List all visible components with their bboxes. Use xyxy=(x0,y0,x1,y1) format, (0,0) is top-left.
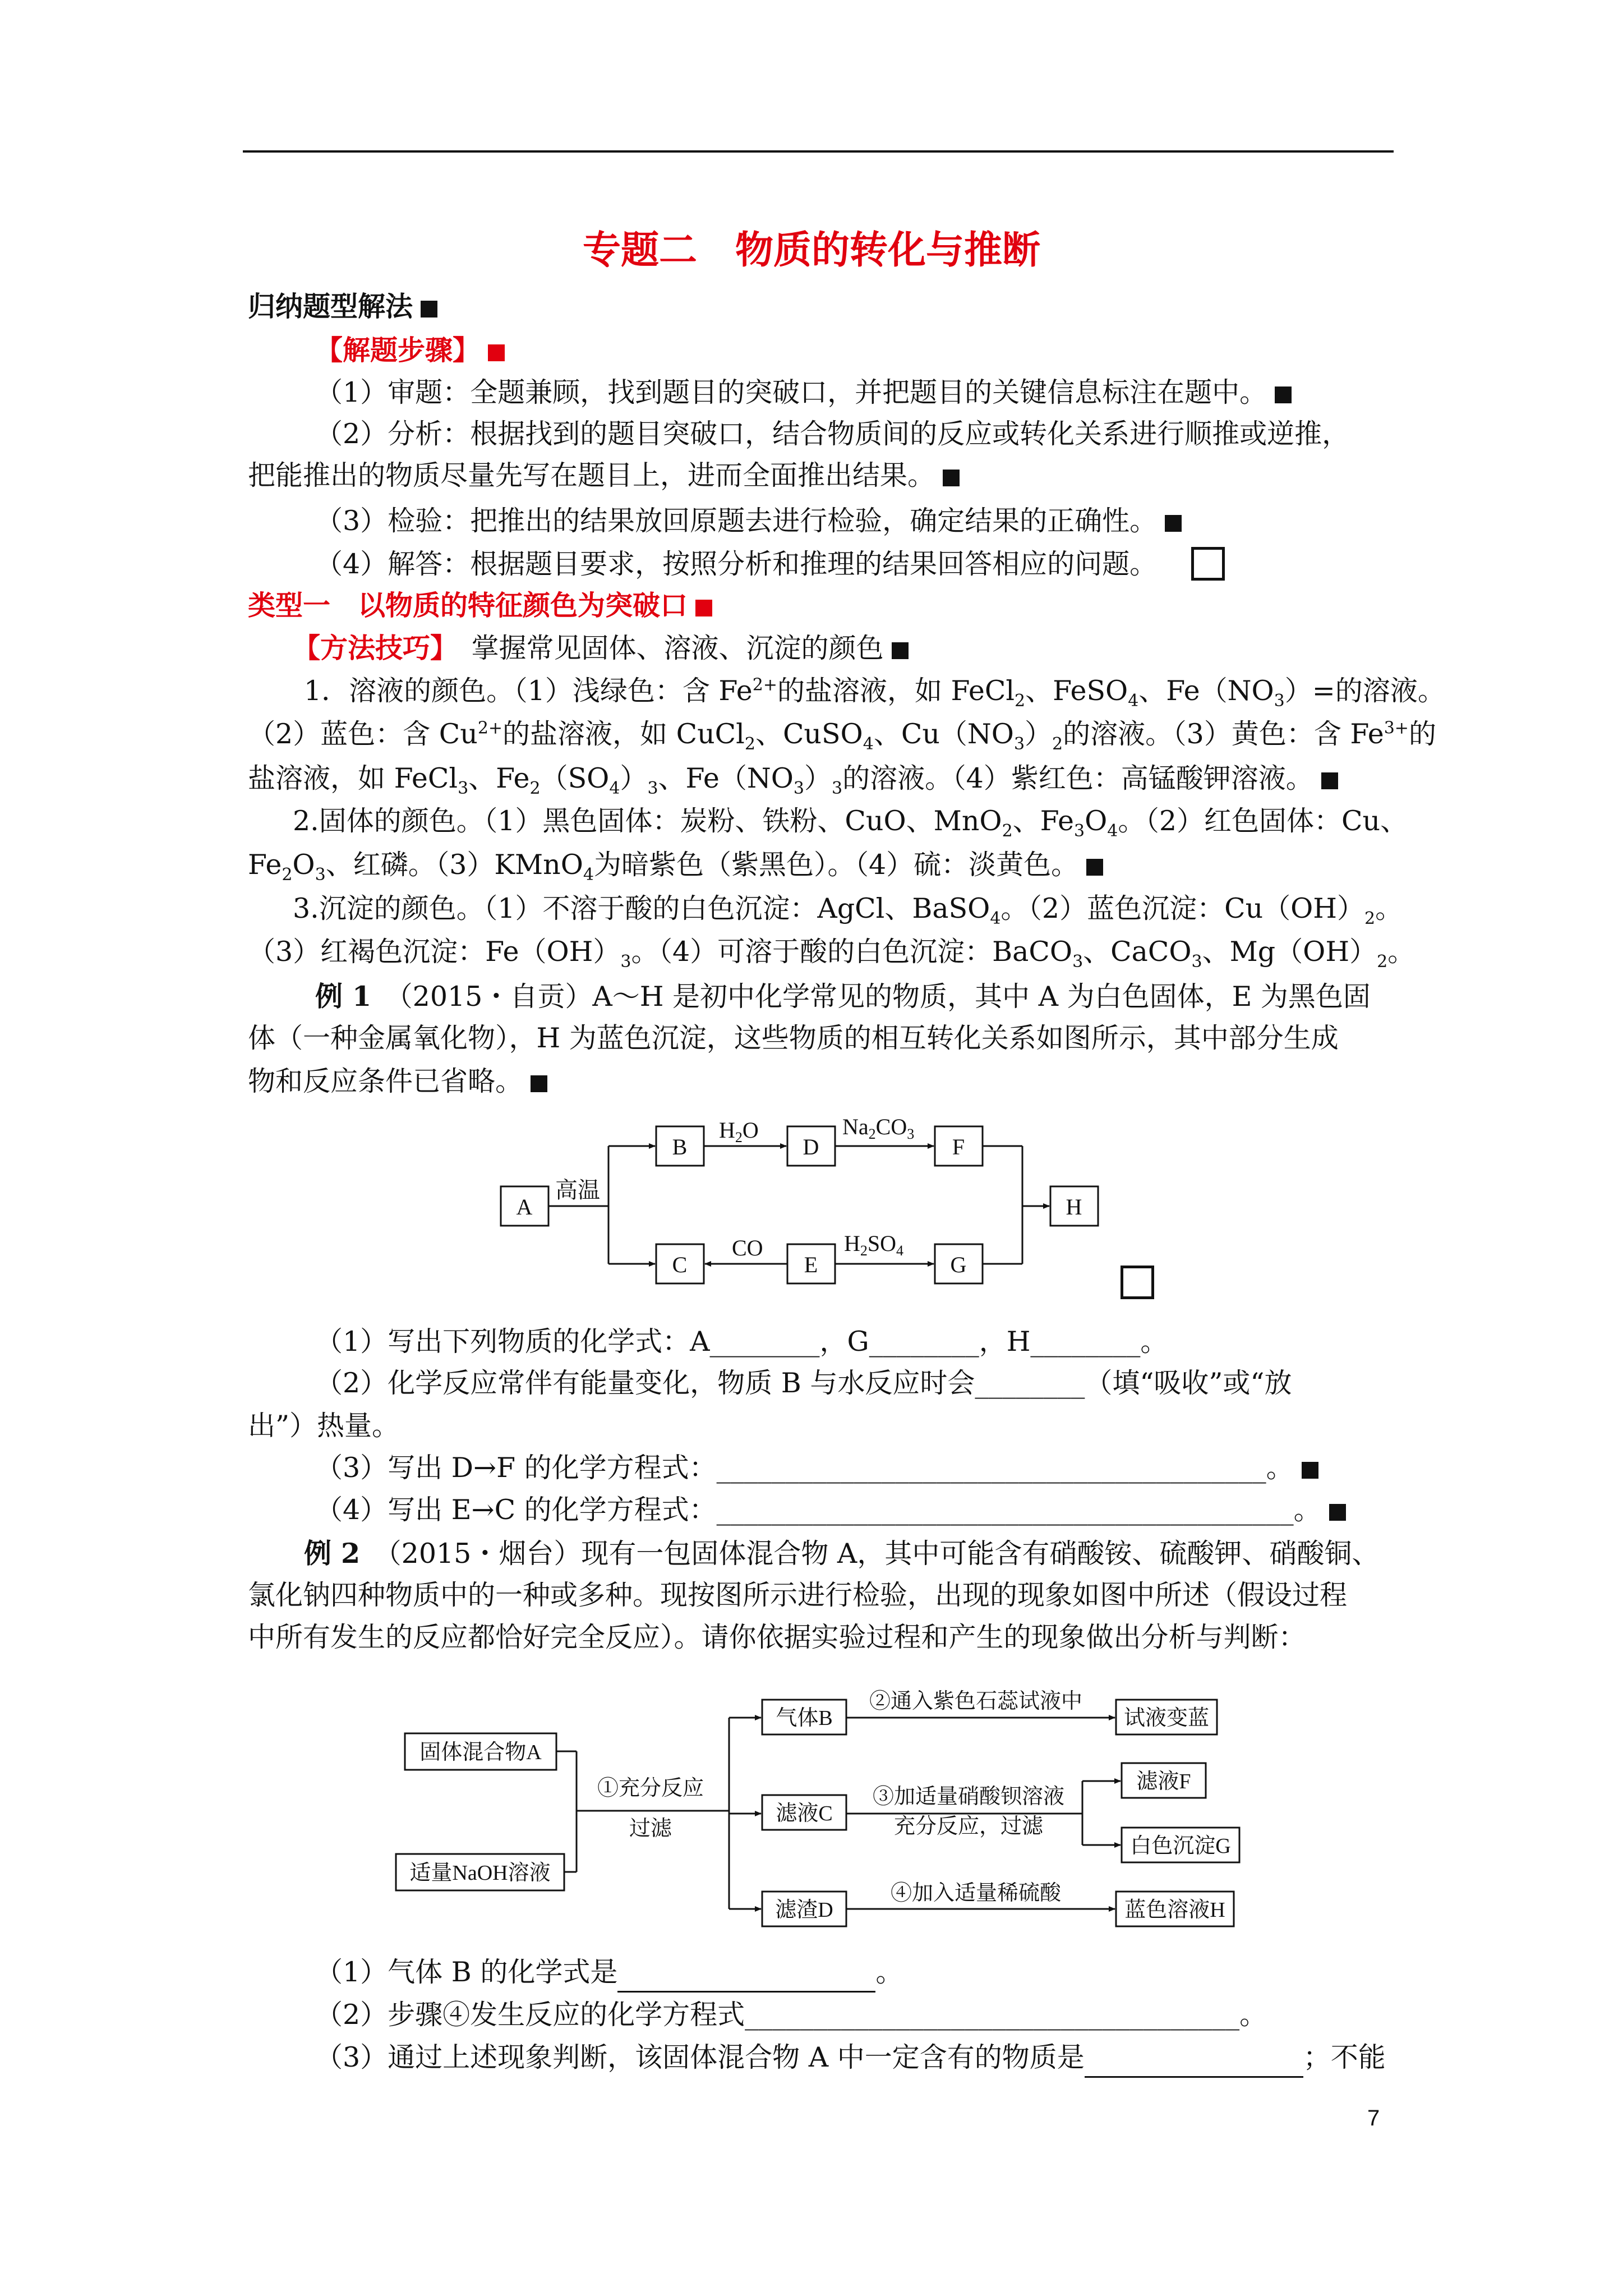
t: 的溶液。（4）紫红色：高锰酸钾溶液。 xyxy=(842,762,1313,794)
t: 3 xyxy=(1191,951,1202,972)
t: 的溶液。（3）黄色：含 Fe xyxy=(1063,718,1384,750)
label-co: CO xyxy=(732,1235,763,1260)
t: 4 xyxy=(583,864,594,885)
t: 3.沉淀的颜色。（1）不溶于酸的白色沉淀：AgCl、BaSO xyxy=(293,892,990,924)
t: 、Fe xyxy=(1012,805,1074,837)
section-heading-text: 归纳题型解法 xyxy=(248,290,413,323)
t: （2015・烟台）现有一包固体混合物 A，其中可能含有硝酸铵、硫酸钾、硝酸铜、 xyxy=(360,1538,1380,1570)
t: （1）写出下列物质的化学式：A________，G________，H________。 xyxy=(315,1326,1168,1358)
t: H xyxy=(844,1231,860,1256)
t: 的盐溶液，如 CuCl xyxy=(502,718,745,750)
t: 3 xyxy=(458,778,469,798)
ex2-q3 xyxy=(315,2037,1470,2078)
t: 的盐溶液，如 FeCl xyxy=(777,675,1015,707)
t: 4 xyxy=(1128,691,1139,711)
t: 3 xyxy=(647,778,658,798)
t: 、Fe（NO xyxy=(1138,675,1274,707)
box-solid-label: 固体混合物A xyxy=(419,1741,542,1764)
t: 的 xyxy=(1408,718,1436,750)
step2-label: ②通入紫色石蕊试液中 xyxy=(869,1690,1083,1713)
t: （2）化学反应常伴有能量变化，物质 B 与水反应时会________（填“吸收”或“放 xyxy=(315,1367,1292,1399)
label-na2co3 xyxy=(842,1114,914,1142)
t: 2 xyxy=(1377,951,1388,972)
t: 中所有发生的反应都恰好完全反应）。请你依据实验过程和产生的现象做出分析与判断： xyxy=(248,1621,1306,1653)
t: 。 xyxy=(1375,892,1403,924)
t: 、Mg（OH） xyxy=(1202,936,1377,968)
node-c-label: C xyxy=(672,1252,688,1277)
t: （4）写出 E→C 的化学方程式：__________________________________________。 xyxy=(315,1494,1321,1526)
t: SO xyxy=(867,1231,897,1256)
node-b-label: B xyxy=(672,1134,688,1159)
step-2-text: （2）分析：根据找到的题目突破口，结合物质间的反应或转化关系进行顺推或逆推， xyxy=(315,418,1350,450)
ex1-q2 xyxy=(315,1363,1470,1404)
step1-label-b: 过滤 xyxy=(629,1817,672,1841)
node-f-label: F xyxy=(952,1134,965,1159)
t: （3）红褐色沉淀：Fe（OH） xyxy=(248,936,621,968)
box-filtf-label: 滤液F xyxy=(1136,1770,1191,1793)
example2-line-3 xyxy=(248,1617,1403,1658)
t: O xyxy=(292,849,315,881)
t: 4 xyxy=(609,778,620,798)
t: 2+ xyxy=(752,675,777,695)
t: 2 xyxy=(1015,691,1026,711)
t: ） xyxy=(1025,718,1053,750)
step3-label-a: ③加适量硝酸钡溶液 xyxy=(872,1785,1065,1809)
label-h2so4 xyxy=(844,1231,903,1259)
t: ） xyxy=(620,762,648,794)
t: 、Cu（NO xyxy=(873,718,1014,750)
t: 、CaCO xyxy=(1083,936,1192,968)
t: 。（2）红色固体：Cu、 xyxy=(1118,805,1408,837)
t: Na xyxy=(842,1114,869,1139)
t: ） xyxy=(804,762,832,794)
t: 3 xyxy=(793,778,804,798)
step-4-text: （4）解答：根据题目要求，按照分析和推理的结果回答相应的问题。 xyxy=(315,548,1158,580)
example1-label: 例 1 xyxy=(315,980,372,1013)
t: 4 xyxy=(896,1243,904,1259)
t: 3 xyxy=(832,778,843,798)
t: 2 xyxy=(529,778,541,798)
ex1-q4 xyxy=(315,1490,1470,1530)
t: 3 xyxy=(1274,691,1285,711)
t: 3 xyxy=(1072,951,1083,972)
t: 3 xyxy=(620,951,631,972)
t: （SO xyxy=(540,762,610,794)
t: 2 xyxy=(860,1243,868,1259)
box-gasb-label: 气体B xyxy=(776,1706,833,1730)
page-title: 专题二 物质的转化与推断 xyxy=(582,228,1040,273)
t: （2）步骤④发生反应的化学方程式____________________________________。 xyxy=(315,1999,1267,2031)
box-residued-label: 滤渣D xyxy=(775,1898,833,1922)
ex1-q2-cont xyxy=(248,1406,1403,1446)
t: 。（2）蓝色沉淀：Cu（OH） xyxy=(1000,892,1365,924)
node-h-label: H xyxy=(1066,1194,1082,1220)
t: 氯化钠四种物质中的一种或多种。现按图所示进行检验，出现的现象如图中所述（假设过程 xyxy=(248,1579,1348,1611)
t: 3+ xyxy=(1384,718,1409,738)
example2-line-1 xyxy=(304,1533,1459,1574)
t: 2.固体的颜色。（1）黑色固体：炭粉、铁粉、CuO、MnO xyxy=(293,805,1002,837)
t: 体（一种金属氧化物），H 为蓝色沉淀，这些物质的相互转化关系如图所示，其中部分生成 xyxy=(248,1022,1339,1054)
t: 、CuSO xyxy=(755,718,863,750)
ex1-q1 xyxy=(315,1322,1470,1362)
ex2-q2 xyxy=(315,1995,1470,2035)
t: 、Fe xyxy=(468,762,530,794)
node-a-label: A xyxy=(516,1194,533,1220)
answer-blank[interactable] xyxy=(1085,2051,1303,2078)
node-g-label: G xyxy=(950,1252,967,1277)
t: 3 xyxy=(315,864,326,885)
ex2-q1 xyxy=(315,1952,1470,1993)
box-blue-label: 试液变蓝 xyxy=(1123,1706,1210,1730)
step4-label: ④加入适量稀硫酸 xyxy=(890,1881,1062,1905)
black-square-icon xyxy=(1302,1462,1318,1479)
t: 。 xyxy=(1387,936,1415,968)
t: Fe xyxy=(248,849,282,881)
t: （1）气体 B 的化学式是 xyxy=(315,1956,618,1988)
t: 2 xyxy=(282,864,293,885)
t: ）=的溶液。 xyxy=(1284,675,1445,707)
t: 2 xyxy=(735,1129,743,1145)
step-1-text: （1）审题：全题兼顾，找到题目的突破口，并把题目的关键信息标注在题中。 xyxy=(315,376,1267,408)
t: 2 xyxy=(1002,821,1013,841)
ex1-q3 xyxy=(315,1448,1470,1488)
box-whiteg-label: 白色沉淀G xyxy=(1130,1834,1231,1858)
t: 4 xyxy=(863,734,874,754)
example2-line-2 xyxy=(248,1575,1403,1616)
t: 盐溶液，如 FeCl xyxy=(248,762,458,794)
t: 出”）热量。 xyxy=(248,1410,400,1442)
t: 2 xyxy=(868,1126,876,1142)
t: 3 xyxy=(907,1126,915,1142)
step3-label-b: 充分反应，过滤 xyxy=(893,1815,1044,1838)
t: 、红磷。（3）KMnO xyxy=(325,849,583,881)
example2-label: 例 2 xyxy=(304,1537,361,1570)
answer-box-icon xyxy=(1121,1266,1154,1299)
t: （3）通过上述现象判断，该固体混合物 A 中一定含有的物质是 xyxy=(315,2041,1085,2073)
label-h2o xyxy=(719,1117,759,1145)
t: （2015・自贡）A～H 是初中化学常见的物质，其中 A 为白色固体，E 为黑色固 xyxy=(371,981,1371,1013)
t: 2 xyxy=(744,734,755,754)
step-3-text: （3）检验：把推出的结果放回原题去进行检验，确定结果的正确性。 xyxy=(315,505,1158,537)
type1-heading-text: 类型一 以物质的特征颜色为突破口 xyxy=(248,589,688,622)
answer-blank[interactable] xyxy=(617,1966,875,1993)
step-2-cont-text: 把能推出的物质尽量先写在题目上，进而全面推出结果。 xyxy=(248,459,935,491)
steps-label-text: 【解题步骤】 xyxy=(315,334,481,366)
t: CO xyxy=(875,1114,907,1139)
t: 1．溶液的颜色。（1）浅绿色：含 Fe xyxy=(304,675,753,707)
t: O xyxy=(1085,805,1108,837)
t: 2 xyxy=(1052,734,1063,754)
t: 、Fe（NO xyxy=(658,762,794,794)
t: H xyxy=(719,1117,735,1143)
t: 2 xyxy=(1364,908,1376,928)
t: ；不能 xyxy=(1303,2041,1386,2073)
t: 3 xyxy=(1013,734,1025,754)
t: 4 xyxy=(1107,821,1118,841)
t: 。 xyxy=(875,1956,903,1988)
t: 3 xyxy=(1073,821,1085,841)
t: （2）蓝色：含 Cu xyxy=(248,718,478,750)
t: 4 xyxy=(990,908,1001,928)
step1-label-a: ①充分反应 xyxy=(597,1777,704,1800)
t: O xyxy=(742,1117,759,1143)
t: 。（4）可溶于酸的白色沉淀：BaCO xyxy=(631,936,1073,968)
label-gaowen: 高温 xyxy=(555,1177,600,1203)
t: 、FeSO xyxy=(1025,675,1128,707)
node-d-label: D xyxy=(803,1134,819,1159)
t: 为暗紫色（紫黑色）。（4）硫：淡黄色。 xyxy=(593,849,1079,881)
node-e-label: E xyxy=(804,1252,818,1277)
t: 2+ xyxy=(477,718,503,738)
box-blueh-label: 蓝色溶液H xyxy=(1124,1898,1225,1922)
black-square-icon xyxy=(1329,1504,1346,1521)
box-filtc-label: 滤液C xyxy=(776,1802,833,1825)
t: 物和反应条件已省略。 xyxy=(248,1065,523,1097)
method-text: 掌握常见固体、溶液、沉淀的颜色 xyxy=(444,632,884,664)
page-number: 7 xyxy=(1367,2106,1380,2131)
box-naoh-label: 适量NaOH溶液 xyxy=(409,1861,551,1885)
t: （3）写出 D→F 的化学方程式：________________________________________。 xyxy=(315,1452,1294,1484)
method-label: 【方法技巧】 xyxy=(293,632,444,664)
